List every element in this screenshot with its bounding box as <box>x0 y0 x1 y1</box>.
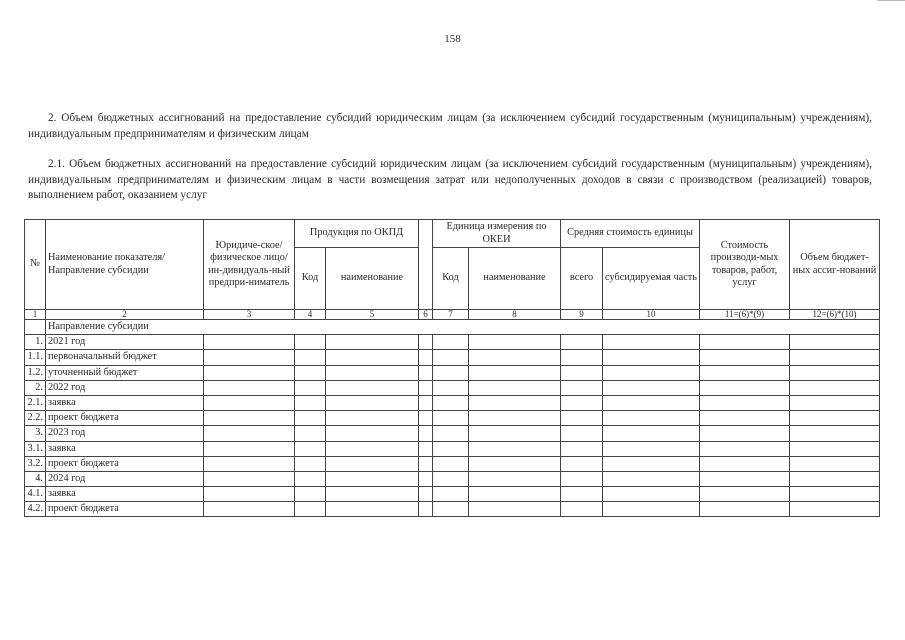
table-cell <box>790 471 880 486</box>
row-number: 2.1. <box>25 395 46 410</box>
table-cell <box>326 426 419 441</box>
table-cell <box>419 456 433 471</box>
table-cell <box>326 395 419 410</box>
table-cell <box>419 411 433 426</box>
table-cell <box>561 335 603 350</box>
table-cell <box>790 456 880 471</box>
row-label: 2024 год <box>46 471 204 486</box>
table-row <box>25 426 880 441</box>
table-row <box>25 335 880 350</box>
header-num: № <box>25 220 46 310</box>
column-number: 6 <box>419 310 433 320</box>
table-cell <box>326 350 419 365</box>
table-cell <box>204 411 295 426</box>
table-header <box>25 220 880 320</box>
table-cell <box>469 441 561 456</box>
row-number: 2.2. <box>25 411 46 426</box>
column-number: 12=(6)*(10) <box>790 310 880 320</box>
table-cell <box>603 350 700 365</box>
row-label: 2023 год <box>46 426 204 441</box>
table-row <box>25 441 880 456</box>
table-cell <box>419 380 433 395</box>
table-cell <box>326 441 419 456</box>
header-avg-cost-group: Средняя стоимость единицы <box>561 220 700 248</box>
column-number: 4 <box>295 310 326 320</box>
scan-edge-mark <box>877 0 905 1</box>
table-cell <box>295 411 326 426</box>
table-cell <box>469 487 561 502</box>
table-cell <box>295 502 326 517</box>
section-2-paragraph <box>28 111 872 142</box>
table-cell <box>561 350 603 365</box>
table-cell <box>295 441 326 456</box>
table-cell <box>561 426 603 441</box>
row-label: первоначальный бюджет <box>46 350 204 365</box>
table-cell <box>419 365 433 380</box>
table-cell <box>469 380 561 395</box>
table-cell <box>700 456 790 471</box>
table-cell <box>561 487 603 502</box>
table-cell <box>700 471 790 486</box>
table-cell <box>700 335 790 350</box>
table-cell <box>469 395 561 410</box>
table-cell <box>433 456 469 471</box>
table-cell <box>433 335 469 350</box>
row-number: 4.1. <box>25 487 46 502</box>
row-number: 1. <box>25 335 46 350</box>
row-number: 1.1. <box>25 350 46 365</box>
table-cell <box>700 411 790 426</box>
table-cell <box>469 426 561 441</box>
table-cell <box>433 350 469 365</box>
column-number: 8 <box>469 310 561 320</box>
table-row <box>25 365 880 380</box>
table-cell <box>469 502 561 517</box>
header-name: Наименование показателя/ Направление субсидии <box>46 220 204 310</box>
table-cell <box>204 380 295 395</box>
table-cell <box>469 365 561 380</box>
table-cell <box>700 487 790 502</box>
row-label: проект бюджета <box>46 456 204 471</box>
table-cell <box>790 487 880 502</box>
table-cell <box>603 335 700 350</box>
table-cell <box>700 502 790 517</box>
table-cell <box>603 487 700 502</box>
table-cell <box>433 502 469 517</box>
table-row <box>25 456 880 471</box>
table-cell <box>326 487 419 502</box>
table-cell <box>295 456 326 471</box>
table-cell <box>419 502 433 517</box>
table-cell <box>419 395 433 410</box>
header-cost: Стоимость производи-мых товаров, работ, услуг <box>700 220 790 310</box>
table-cell <box>326 471 419 486</box>
table-cell <box>469 456 561 471</box>
table-cell <box>790 365 880 380</box>
table-cell <box>700 395 790 410</box>
table-cell <box>561 502 603 517</box>
table-row <box>25 487 880 502</box>
table-cell <box>790 350 880 365</box>
table-cell <box>433 441 469 456</box>
table-cell <box>204 350 295 365</box>
row-number: 4.2. <box>25 502 46 517</box>
row-number: 4. <box>25 471 46 486</box>
column-number-row <box>25 310 880 320</box>
table-cell <box>561 411 603 426</box>
table-cell <box>603 395 700 410</box>
table-cell <box>603 502 700 517</box>
row-number: 3.2. <box>25 456 46 471</box>
table-cell <box>603 456 700 471</box>
table-cell <box>469 471 561 486</box>
table-cell <box>295 380 326 395</box>
table-cell <box>204 395 295 410</box>
table-cell <box>295 395 326 410</box>
table-cell <box>790 335 880 350</box>
table-cell <box>204 441 295 456</box>
row-number: 3.1. <box>25 441 46 456</box>
column-number: 9 <box>561 310 603 320</box>
header-okei-name: наименование <box>469 248 561 310</box>
table-cell <box>561 380 603 395</box>
subsidy-table <box>24 219 880 517</box>
table-cell <box>295 335 326 350</box>
header-okpd-name: наименование <box>326 248 419 310</box>
table-cell <box>790 441 880 456</box>
table-cell <box>295 365 326 380</box>
table-cell <box>204 502 295 517</box>
table-cell <box>700 365 790 380</box>
column-number: 7 <box>433 310 469 320</box>
table-cell <box>700 380 790 395</box>
row-label: заявка <box>46 487 204 502</box>
section-2-1-text: 2.1. Объем бюджетных ассигнований на предоставление субсидий юридическим лицам (за исключением субсидий государственным (муниципальным) учреждениям), индивидуальным предпринимателям и физическим лицам в части возмещения затрат или недополученных доходов в связи с производством (реализацией) товаров, выполнением работ, оказанием услуг <box>28 158 872 201</box>
table-cell <box>419 350 433 365</box>
header-avg-total: всего <box>561 248 603 310</box>
table-cell <box>603 380 700 395</box>
column-number: 3 <box>204 310 295 320</box>
row-number: 2. <box>25 380 46 395</box>
table-row <box>25 380 880 395</box>
table-cell <box>326 335 419 350</box>
table-cell <box>204 456 295 471</box>
table-cell <box>700 350 790 365</box>
table-cell <box>419 487 433 502</box>
table-cell <box>204 426 295 441</box>
header-okpd-group: Продукция по ОКПД <box>295 220 419 248</box>
table-cell <box>790 502 880 517</box>
row-number: 3. <box>25 426 46 441</box>
header-okei-group: Единица измерения по ОКЕИ <box>433 220 561 248</box>
column-number: 5 <box>326 310 419 320</box>
header-entity: Юридиче-ское/физическое лицо/ ин-дивидуаль-ный предпри-ниматель <box>204 220 295 310</box>
table-cell <box>326 365 419 380</box>
direction-label: Направление субсидии <box>46 320 880 335</box>
table-row <box>25 502 880 517</box>
header-volume: Объем бюджет-ных ассиг-нований <box>790 220 880 310</box>
table-cell <box>603 365 700 380</box>
table-cell <box>204 365 295 380</box>
table-cell <box>295 426 326 441</box>
row-label: проект бюджета <box>46 502 204 517</box>
table-cell <box>433 426 469 441</box>
table-cell <box>433 365 469 380</box>
table-cell <box>433 380 469 395</box>
row-label: 2021 год <box>46 335 204 350</box>
table-body <box>25 320 880 517</box>
row-number: 1.2. <box>25 365 46 380</box>
table-cell <box>419 441 433 456</box>
table-cell <box>790 411 880 426</box>
table-cell <box>326 411 419 426</box>
table-cell <box>419 335 433 350</box>
header-okpd-code: Код <box>295 248 326 310</box>
header-avg-subsidized: субсидируемая часть <box>603 248 700 310</box>
table-cell <box>469 335 561 350</box>
row-label: заявка <box>46 395 204 410</box>
table-cell <box>204 471 295 486</box>
table-cell <box>469 350 561 365</box>
table-cell <box>295 350 326 365</box>
table-cell <box>469 411 561 426</box>
column-number: 11=(6)*(9) <box>700 310 790 320</box>
table-cell <box>433 411 469 426</box>
page-number: 158 <box>444 33 461 45</box>
table-cell <box>561 441 603 456</box>
table-cell <box>326 456 419 471</box>
table-cell <box>295 487 326 502</box>
header-quantity <box>419 220 433 310</box>
table-row <box>25 395 880 410</box>
table-cell <box>700 426 790 441</box>
header-okei-code: Код <box>433 248 469 310</box>
table-cell <box>204 335 295 350</box>
section-2-text: 2. Объем бюджетных ассигнований на предоставление субсидий юридическим лицам (за исключением субсидий государственным (муниципальным) учреждениям), индивидуальным предпринимателям и физическим лицам <box>28 112 872 140</box>
table-row <box>25 411 880 426</box>
table-cell <box>433 471 469 486</box>
table-cell <box>326 502 419 517</box>
table-cell <box>790 380 880 395</box>
column-number: 10 <box>603 310 700 320</box>
table-cell <box>295 471 326 486</box>
table-cell <box>700 441 790 456</box>
table-cell <box>419 426 433 441</box>
table-cell <box>603 471 700 486</box>
table-cell <box>561 456 603 471</box>
table-cell <box>25 320 46 335</box>
row-label: уточненный бюджет <box>46 365 204 380</box>
table-cell <box>790 395 880 410</box>
row-label: заявка <box>46 441 204 456</box>
table-cell <box>561 365 603 380</box>
row-label: проект бюджета <box>46 411 204 426</box>
table-cell <box>433 395 469 410</box>
table-cell <box>326 380 419 395</box>
table-cell <box>561 395 603 410</box>
table-cell <box>561 471 603 486</box>
table-cell <box>603 426 700 441</box>
table-cell <box>603 441 700 456</box>
table-cell <box>790 426 880 441</box>
column-number: 1 <box>25 310 46 320</box>
row-label: 2022 год <box>46 380 204 395</box>
table-cell <box>433 487 469 502</box>
table-cell <box>419 471 433 486</box>
column-number: 2 <box>46 310 204 320</box>
table-cell <box>603 411 700 426</box>
section-2-1-paragraph <box>28 157 872 204</box>
table-row <box>25 350 880 365</box>
table-row <box>25 471 880 486</box>
table-cell <box>204 487 295 502</box>
direction-row <box>25 320 880 335</box>
